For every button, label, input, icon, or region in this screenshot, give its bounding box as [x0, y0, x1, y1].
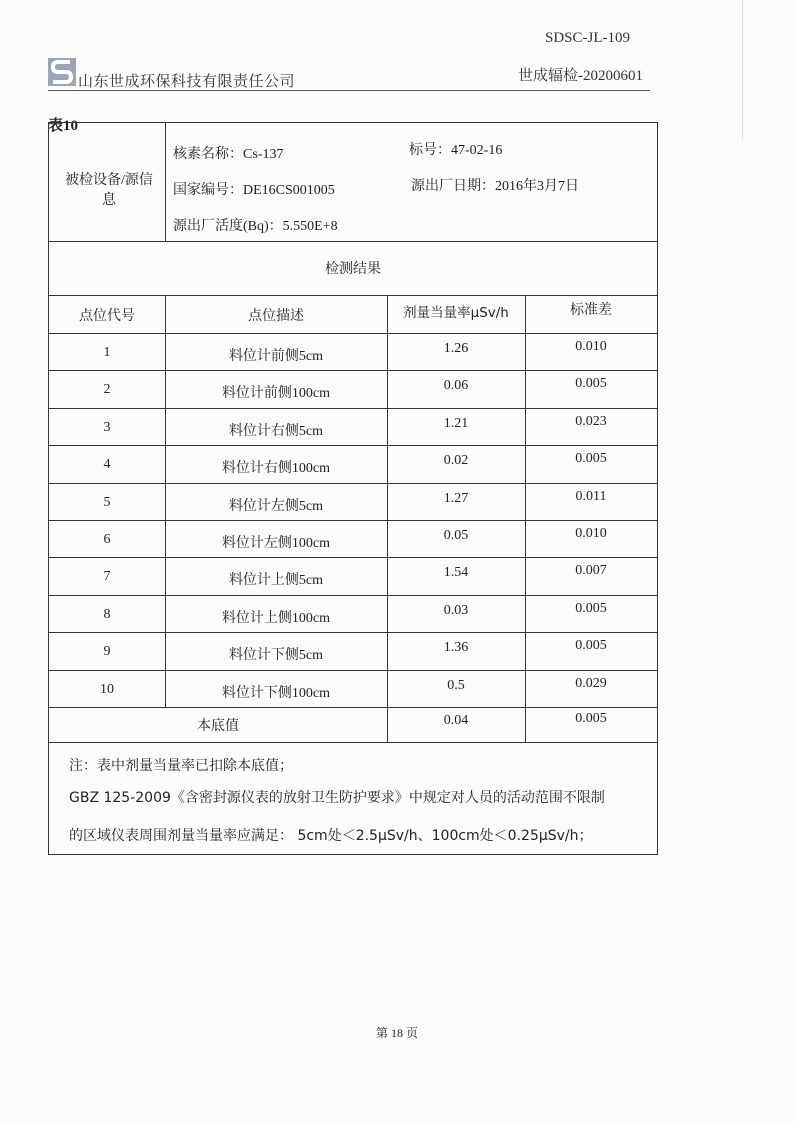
background-label: 本底值	[197, 719, 239, 734]
row-id: 1	[103, 345, 111, 360]
row-rate: 1.27	[443, 490, 469, 506]
document-code: SDSC-JL-109	[545, 30, 631, 46]
row-line	[49, 408, 657, 409]
national-no-label: 国家编号：	[173, 183, 243, 198]
col-header-sd: 标准差	[570, 303, 612, 318]
row-line	[49, 595, 657, 596]
row-line	[49, 632, 657, 633]
row-id: 7	[103, 569, 111, 585]
row-id: 3	[103, 419, 111, 435]
row-sd: 0.005	[575, 451, 607, 467]
row-line	[49, 295, 657, 296]
note-line-3: 的区域仪表周围剂量当量率应满足： 5cm处＜2.5μSv/h、100cm处＜0.25μSv/h；	[69, 828, 593, 844]
scan-edge	[742, 0, 743, 140]
serial-field	[409, 139, 502, 159]
row-id: 10	[100, 681, 114, 697]
report-number: 世成辐检-20200601	[518, 68, 643, 84]
row-rate: 1.21	[443, 415, 469, 431]
row-rate: 0.06	[443, 378, 469, 394]
row-line	[49, 483, 657, 484]
row-id: 8	[103, 606, 111, 622]
row-desc: 料位计右侧100cm	[221, 461, 331, 477]
col-header-desc: 点位描述	[248, 309, 304, 324]
row-sd: 0.010	[575, 339, 607, 354]
row-id: 5	[103, 494, 111, 510]
row-line	[49, 742, 657, 743]
row-sd: 0.005	[575, 376, 607, 392]
row-line	[49, 370, 657, 371]
row-desc: 料位计下侧100cm	[221, 685, 331, 701]
row-desc: 料位计前侧5cm	[228, 349, 324, 364]
row-sd: 0.029	[575, 675, 607, 691]
row-line	[49, 707, 657, 708]
row-line	[49, 241, 657, 242]
row-sd: 0.005	[575, 638, 607, 654]
row-desc: 料位计上侧100cm	[221, 610, 331, 626]
company-logo-icon	[48, 58, 76, 86]
serial-label: 标号：	[409, 143, 451, 158]
row-sd: 0.007	[575, 563, 607, 579]
row-rate: 0.05	[443, 528, 469, 543]
row-desc: 料位计左侧5cm	[228, 498, 324, 514]
info-divider	[165, 123, 166, 241]
row-sd: 0.023	[575, 413, 607, 429]
col-divider	[525, 295, 526, 742]
source-info-label: 被检设备/源信息	[65, 173, 153, 208]
col-divider	[165, 295, 166, 707]
inspection-table	[48, 122, 658, 855]
row-sd: 0.011	[575, 488, 607, 504]
table-label: 表10	[48, 118, 79, 134]
row-rate: 0.03	[443, 602, 469, 618]
row-id: 6	[103, 532, 111, 547]
row-line	[49, 670, 657, 671]
activity-label: 源出厂活度(Bq)：	[173, 219, 283, 234]
note-line-1: 注：表中剂量当量率已扣除本底值；	[69, 758, 293, 774]
row-desc: 料位计左侧100cm	[221, 536, 331, 551]
serial-value: 47-02-16	[451, 143, 503, 158]
row-desc: 料位计下侧5cm	[228, 648, 324, 664]
factory-date-value: 2016年3月7日	[495, 179, 579, 194]
row-sd: 0.010	[575, 526, 607, 541]
row-line	[49, 333, 657, 334]
row-line	[49, 520, 657, 521]
row-rate: 0.5	[447, 677, 465, 693]
row-id: 2	[103, 382, 111, 398]
background-rate: 0.04	[443, 713, 469, 728]
col-header-rate: 剂量当量率μSv/h	[403, 305, 509, 321]
national-no-value: DE16CS001005	[243, 183, 335, 198]
nuclide-label: 核素名称：	[173, 147, 243, 162]
row-line	[49, 445, 657, 446]
row-rate: 1.26	[443, 341, 469, 356]
row-id: 4	[103, 457, 111, 473]
company-name: 山东世成环保科技有限责任公司	[78, 72, 296, 90]
row-line	[49, 557, 657, 558]
national-no-field	[173, 179, 335, 199]
col-divider	[387, 295, 388, 742]
activity-value: 5.550E+8	[282, 219, 338, 234]
col-header-id: 点位代号	[79, 309, 135, 324]
factory-date-field	[411, 175, 579, 195]
row-desc: 料位计右侧5cm	[228, 423, 324, 439]
page-number: 第 18 页	[375, 1026, 418, 1040]
row-id: 9	[103, 644, 111, 660]
factory-date-label: 源出厂日期：	[411, 179, 495, 194]
activity-field	[173, 215, 338, 235]
nuclide-value: Cs-137	[243, 147, 284, 162]
row-rate: 1.54	[443, 565, 469, 581]
row-rate: 1.36	[443, 640, 469, 656]
results-title: 检测结果	[325, 262, 381, 277]
row-desc: 料位计上侧5cm	[228, 573, 324, 589]
row-rate: 0.02	[443, 453, 469, 469]
row-sd: 0.005	[575, 600, 607, 616]
row-desc: 料位计前侧100cm	[221, 386, 331, 402]
nuclide-field	[173, 143, 283, 163]
header-divider	[48, 90, 650, 91]
background-sd: 0.005	[575, 711, 607, 726]
note-line-2: GBZ 125-2009《含密封源仪表的放射卫生防护要求》中规定对人员的活动范围不限制	[69, 790, 605, 806]
